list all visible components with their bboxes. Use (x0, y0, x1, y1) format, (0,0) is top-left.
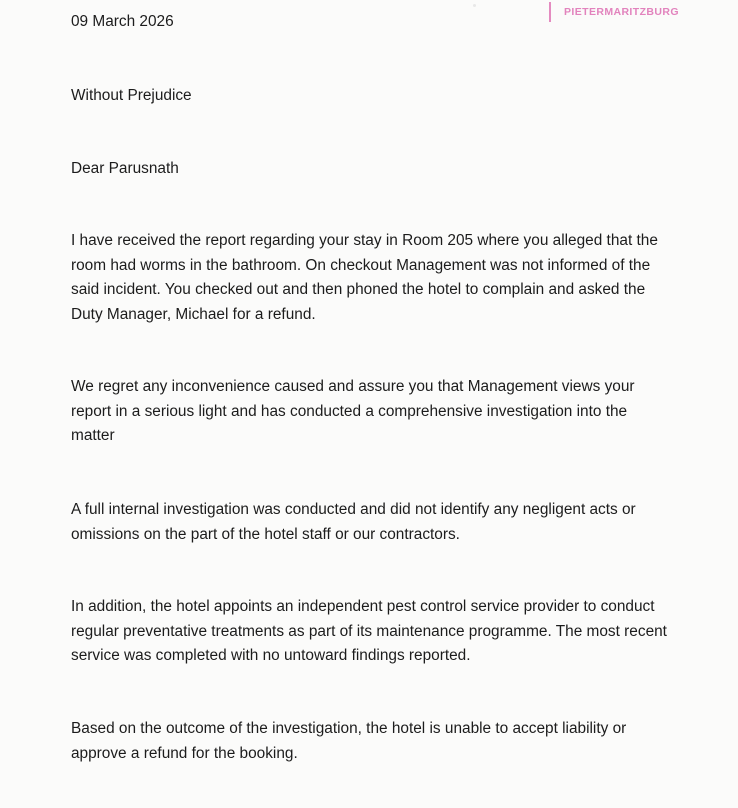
paragraph-line: Based on the outcome of the investigation, the hotel is unable to accept liability or (71, 720, 627, 737)
paragraph-line: regular preventative treatments as part of its maintenance programme. The most recent (71, 622, 667, 640)
paragraph-line: matter (71, 427, 115, 445)
brand-divider (549, 2, 551, 22)
paragraph-line: In addition, the hotel appoints an independent pest control service provider to conduct (71, 598, 655, 615)
letter-salutation: Dear Parusnath (71, 160, 179, 177)
paragraph-pest-control (71, 595, 726, 669)
scan-speck (473, 4, 476, 7)
paragraph-regret (71, 375, 726, 449)
paragraph-line: A full internal investigation was conducted and did not identify any negligent acts or (71, 501, 636, 518)
paragraph-investigation (71, 498, 726, 547)
paragraph-line: report in a serious light and has conducted a comprehensive investigation into the (71, 402, 628, 420)
paragraph-line: I have received the report regarding your stay in Room 205 where you alleged that the (71, 232, 658, 249)
letterhead-brand (549, 2, 679, 22)
paragraph-line: room had worms in the bathroom. On checkout Management was not informed of the (71, 256, 651, 274)
paragraph-line: service was completed with no untoward findings reported. (71, 647, 471, 665)
paragraph-complaint-summary (71, 229, 726, 327)
letter-date: 09 March 2026 (71, 13, 174, 30)
paragraph-line: approve a refund for the booking. (71, 744, 298, 762)
brand-name: PIETERMARITZBURG (564, 6, 679, 18)
paragraph-line: omissions on the part of the hotel staff or our contractors. (71, 525, 460, 543)
letter-reference: Without Prejudice (71, 87, 192, 104)
paragraph-line: said incident. You checked out and then phoned the hotel to complain and asked the (71, 281, 646, 299)
paragraph-outcome (71, 717, 726, 766)
paragraph-line: Duty Manager, Michael for a refund. (71, 305, 316, 323)
paragraph-line: We regret any inconvenience caused and assure you that Management views your (71, 378, 635, 395)
